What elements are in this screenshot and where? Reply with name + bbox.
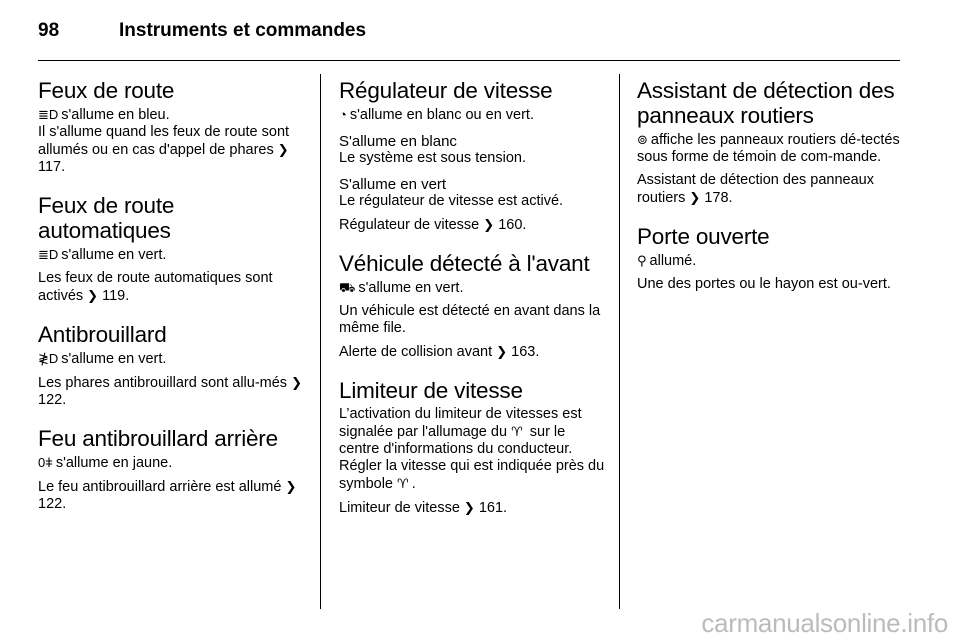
- column-3: [637, 74, 905, 293]
- body-text: Limiteur de vitesse ❯ 161.: [339, 500, 508, 516]
- column-2: [339, 74, 605, 517]
- auto-high-beam-icon: ≣D: [38, 247, 59, 262]
- page-ref-arrow-icon: ❯: [87, 288, 99, 303]
- page-ref[interactable]: 161.: [478, 500, 508, 516]
- page-ref-arrow-icon: ❯: [463, 500, 475, 515]
- page-ref-arrow-icon: ❯: [483, 217, 495, 232]
- indicator-line: ≣D s'allume en vert.: [38, 247, 167, 263]
- page-ref[interactable]: 163.: [511, 344, 540, 360]
- speed-limiter-icon: ♈: [511, 424, 523, 439]
- page-ref-arrow-icon: ❯: [277, 142, 289, 157]
- column-divider: [320, 74, 321, 609]
- section-title: Véhicule détecté à l'avant: [339, 251, 590, 276]
- section-title: Régulateur de vitesse: [339, 78, 553, 103]
- page-ref-arrow-icon: ❯: [285, 479, 297, 494]
- traffic-sign-icon: ⊚: [637, 132, 648, 147]
- section-title: Porte ouverte: [637, 224, 770, 249]
- rear-fog-light-icon: 0ǂ: [38, 455, 53, 470]
- vehicle-ahead-icon: ⛟: [339, 280, 356, 295]
- section-title: Assistant de détection des panneaux routiers: [637, 78, 895, 128]
- body-text: Le feu antibrouillard arrière est allumé ❯ 122.: [38, 479, 297, 512]
- body-text: Régulateur de vitesse ❯ 160.: [339, 217, 527, 233]
- body-text: Alerte de collision avant ❯ 163.: [339, 344, 540, 360]
- page-ref-arrow-icon: ❯: [291, 375, 302, 390]
- section-title: Limiteur de vitesse: [339, 378, 523, 403]
- page-ref[interactable]: 178.: [704, 190, 733, 206]
- door-open-icon: ⚲: [637, 253, 647, 268]
- indicator-line: ≣D s'allume en bleu.: [38, 107, 170, 123]
- page-ref[interactable]: 122.: [38, 496, 67, 512]
- column-divider: [619, 74, 620, 609]
- page-ref-arrow-icon: ❯: [496, 344, 508, 359]
- body-text: Le régulateur de vitesse est activé.: [339, 193, 564, 209]
- indicator-line: 0ǂ s'allume en jaune.: [38, 455, 173, 471]
- body-text: Les phares antibrouillard sont allu-més ❯ 122.: [38, 375, 302, 408]
- body-text: Assistant de détection des panneaux routiers ❯ 178.: [637, 172, 874, 206]
- page-ref[interactable]: 122.: [38, 392, 67, 408]
- indicator-line: ◔ s'allume en blanc ou en vert.: [339, 107, 534, 123]
- section-title: Antibrouillard: [38, 322, 167, 347]
- indicator-line: ⚲ allumé.: [637, 253, 697, 269]
- cruise-control-icon: ◔: [339, 107, 347, 122]
- header-rule: [38, 60, 900, 61]
- high-beam-icon: ≣D: [38, 107, 59, 122]
- subsection-title: S'allume en vert: [339, 176, 447, 193]
- watermark: carmanualsonline.info: [701, 608, 948, 638]
- page-ref[interactable]: 117.: [38, 159, 66, 175]
- body-text: Les feux de route automatiques sont activés ❯ 119.: [38, 270, 273, 304]
- speed-limiter-icon: ♈: [397, 476, 409, 491]
- page-header: [38, 18, 900, 48]
- page-title: Instruments et commandes: [119, 20, 367, 41]
- indicator-line: ⛟ s'allume en vert.: [339, 280, 464, 296]
- body-text: L’activation du limiteur de vitesses est signalée par l'allumage du ♈ sur le centre d'informations du conducteur. Régler la vitesse qui est indiquée près du symbole ♈ .: [339, 406, 605, 492]
- body-text: Une des portes ou le hayon est ou-vert.: [637, 276, 891, 292]
- section-title: Feux de route: [38, 78, 175, 103]
- column-1: [38, 74, 306, 513]
- body-text: Un véhicule est détecté en avant dans la même file.: [339, 303, 601, 336]
- page-ref-arrow-icon: ❯: [689, 190, 701, 205]
- body-text: Le système est sous tension.: [339, 150, 526, 166]
- body-text: Il s'allume quand les feux de route sont allumés ou en cas d'appel de phares ❯ 117.: [38, 124, 290, 175]
- page-ref[interactable]: 119.: [102, 288, 130, 304]
- page-number: 98: [38, 20, 60, 41]
- fog-light-icon: ≹D: [38, 351, 59, 366]
- indicator-line: ≹D s'allume en vert.: [38, 351, 167, 367]
- section-title: Feu antibrouillard arrière: [38, 426, 278, 451]
- page-ref[interactable]: 160.: [498, 217, 527, 233]
- indicator-line: ⊚ affiche les panneaux routiers dé-tectés sous forme de témoin de com-mande.: [637, 132, 900, 165]
- subsection-title: S'allume en blanc: [339, 133, 457, 150]
- section-title: Feux de route automatiques: [38, 193, 175, 243]
